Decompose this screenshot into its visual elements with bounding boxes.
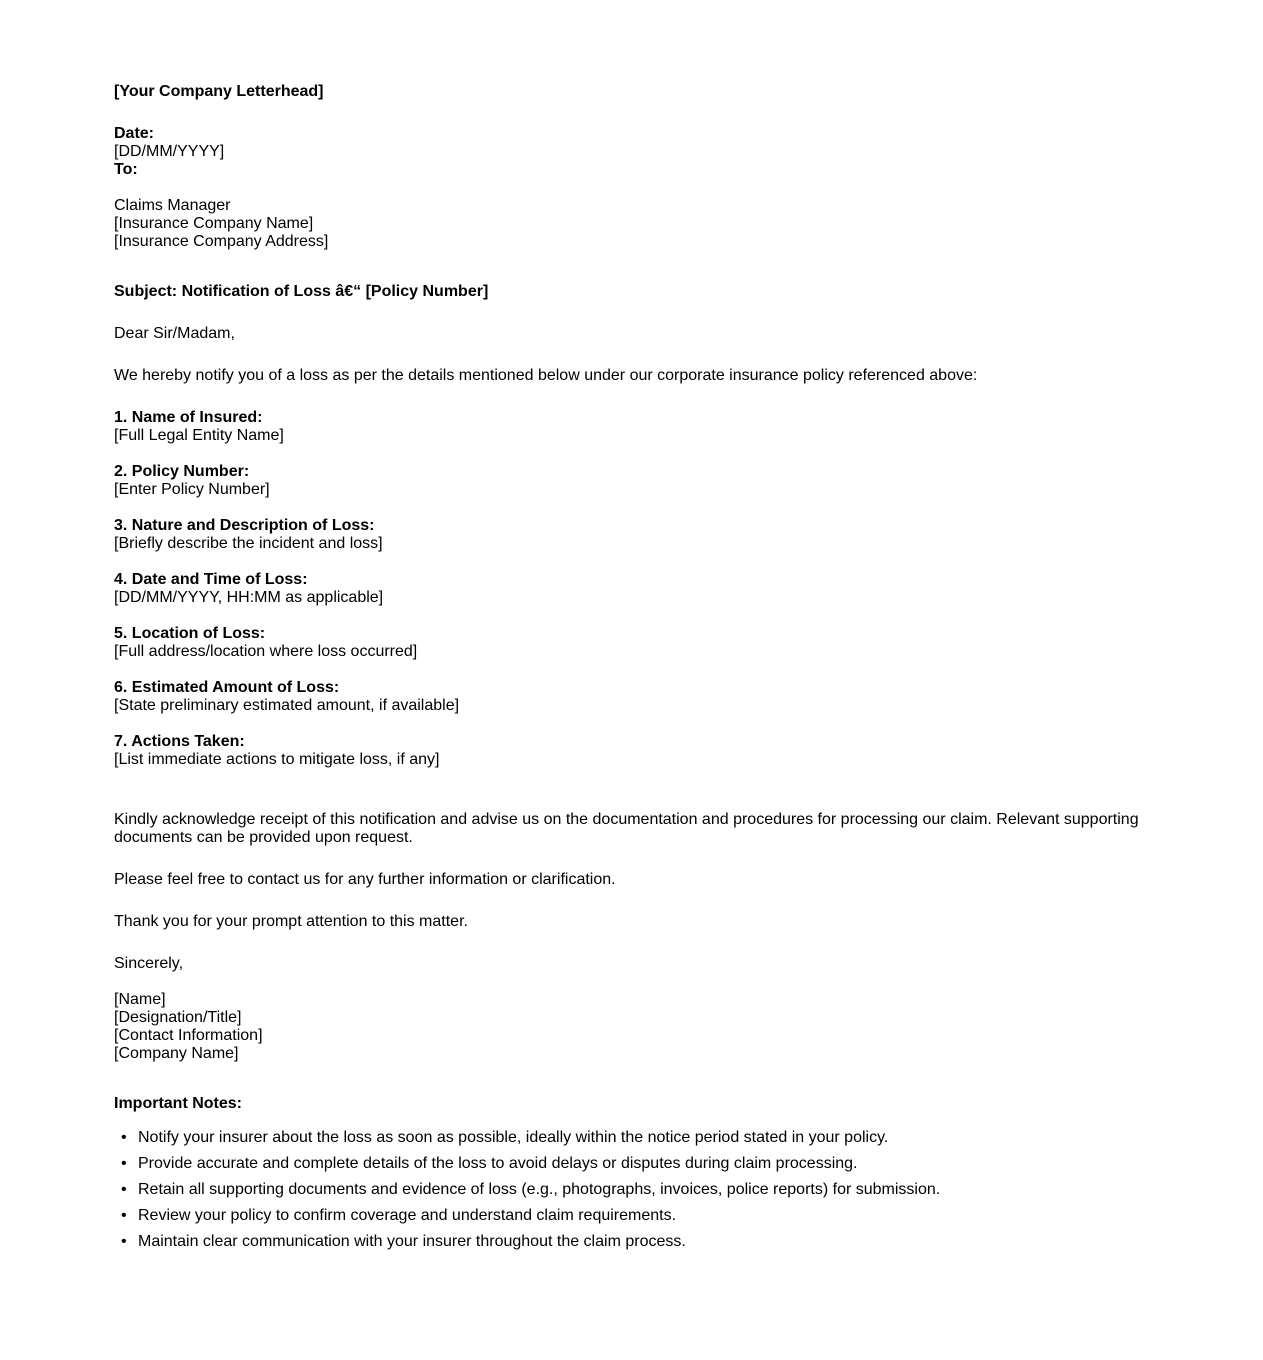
list-item [121,1207,1154,1225]
recipient-address [114,197,1154,251]
thanks-paragraph: Thank you for your prompt attention to this matter. [114,913,468,930]
detail-value: [State preliminary estimated amount, if available] [114,697,460,714]
date-label: Date: [114,125,155,142]
to-label: To: [114,161,138,178]
recipient-line: [Insurance Company Name] [114,215,314,232]
salutation: Dear Sir/Madam, [114,325,235,342]
detail-value: [Full address/location where loss occurred] [114,643,418,660]
note-text: Provide accurate and complete details of the loss to avoid delays or disputes during claim processing. [138,1155,858,1172]
letter-document [114,83,1154,1259]
intro-paragraph: We hereby notify you of a loss as per the details mentioned below under our corporate insurance policy referenced above: [114,367,978,384]
detail-value: [Full Legal Entity Name] [114,427,284,444]
letterhead: [Your Company Letterhead] [114,83,324,100]
notes-list [114,1129,1154,1251]
recipient-line: [Insurance Company Address] [114,233,329,250]
bullet-icon: • [121,1233,127,1250]
bullet-icon: • [121,1207,127,1224]
note-text: Maintain clear communication with your insurer throughout the claim process. [138,1233,686,1250]
closing-line: Sincerely, [114,955,184,972]
detail-item [114,679,1154,715]
detail-label: 1. Name of Insured: [114,409,263,426]
detail-item [114,571,1154,607]
signature-line: [Designation/Title] [114,1009,242,1026]
detail-item [114,733,1154,769]
detail-label: 7. Actions Taken: [114,733,245,750]
detail-label: 2. Policy Number: [114,463,250,480]
note-text: Review your policy to confirm coverage and understand claim requirements. [138,1207,677,1224]
date-block [114,125,1154,161]
bullet-icon: • [121,1181,127,1198]
detail-label: 3. Nature and Description of Loss: [114,517,375,534]
subject-line: Subject: Notification of Loss â€“ [Policy Number] [114,283,489,300]
list-item [121,1155,1154,1173]
detail-label: 4. Date and Time of Loss: [114,571,308,588]
detail-item [114,517,1154,553]
note-text: Retain all supporting documents and evidence of loss (e.g., photographs, invoices, police reports) for submission. [138,1181,941,1198]
contact-paragraph: Please feel free to contact us for any further information or clarification. [114,871,616,888]
bullet-icon: • [121,1155,127,1172]
to-block [114,161,1154,251]
signature-line: [Name] [114,991,166,1008]
signature-line: [Company Name] [114,1045,239,1062]
signature-block [114,991,1154,1063]
date-value: [DD/MM/YYYY] [114,143,225,160]
detail-value: [Enter Policy Number] [114,481,270,498]
detail-value: [List immediate actions to mitigate loss, if any] [114,751,440,768]
notes-title: Important Notes: [114,1095,242,1112]
detail-item [114,625,1154,661]
recipient-line: Claims Manager [114,197,231,214]
signature-line: [Contact Information] [114,1027,263,1044]
detail-value: [Briefly describe the incident and loss] [114,535,383,552]
detail-item [114,409,1154,445]
list-item [121,1129,1154,1147]
detail-label: 6. Estimated Amount of Loss: [114,679,340,696]
detail-label: 5. Location of Loss: [114,625,266,642]
list-item [121,1233,1154,1251]
loss-details [114,409,1154,769]
acknowledge-paragraph: Kindly acknowledge receipt of this notification and advise us on the documentation and procedures for processing our claim. Relevant supporting documents can be provided upon request. [114,811,1139,846]
detail-value: [DD/MM/YYYY, HH:MM as applicable] [114,589,384,606]
detail-item [114,463,1154,499]
bullet-icon: • [121,1129,127,1146]
note-text: Notify your insurer about the loss as soon as possible, ideally within the notice period stated in your policy. [138,1129,889,1146]
list-item [121,1181,1154,1199]
